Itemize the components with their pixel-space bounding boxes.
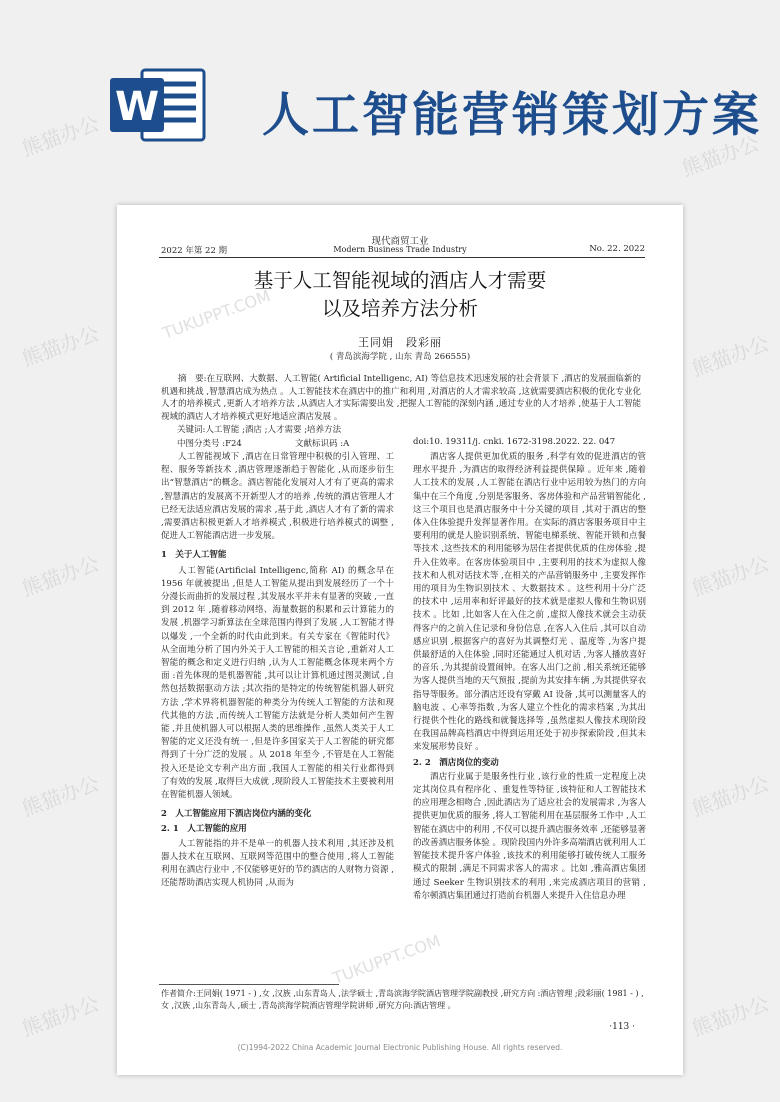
keywords: 关键词:人工智能 ;酒店 ;人才需要 ;培养方法 — [177, 425, 342, 435]
article-title — [117, 267, 683, 323]
section-1-heading: 1 关于人工智能 — [161, 550, 227, 561]
header-rule — [159, 257, 645, 258]
section-2-heading: 2 人工智能应用下酒店岗位内涵的变化 — [161, 809, 312, 820]
watermark: 熊猫办公 — [688, 770, 773, 821]
intro-paragraph: 人工智能视域下 ,酒店在日常管理中积极的引入管理、工程、服务等新技术 ,酒店管理逐渐趋于智能化 ,从而逐步衍生出“智慧酒店”的概念。酒店智能化发展对人才有了更高的需求 ,智慧酒店的发展离不开新型人才的培养 ,传统的酒店管理人才已经无法适应酒店发展的需求 ,基于此 ,酒店人才有了新的需求 ,需要酒店积极更新人才培养模式 ,积极进行培养模式的调整 ,促进人工智能酒店进一步发展。 — [161, 452, 394, 542]
watermark: 熊猫办公 — [18, 110, 103, 161]
section-2-1-paragraph: 人工智能指的并不是单一的机器人技术利用 ,其还涉及机器人技术在互联网、互联网等范围中的整合使用 ,将人工智能利用在酒店行业中 ,不仅能够更好的节约酒店的人财物力资源 ,还能帮助酒店实现人机协同 ,从而为 — [161, 838, 394, 889]
watermark: 熊猫办公 — [688, 990, 773, 1041]
issue-left: 2022 年第 22 期 — [161, 246, 228, 256]
paper-page — [117, 205, 683, 1075]
document-code: 文献标识码 :A — [295, 439, 350, 449]
section-1-paragraph: 人工智能(Artificial Intelligenc,简称 AI) 的概念早在 1956 年就被提出 ,但是人工智能从提出到发展经历了一个十分漫长而曲折的发展过程 ,其发展水平并未有显著的突破 ,一直到 2012 年 ,随着移动网络、海量数据的积累和云计算能力的发展 ,机器学习新算法在全球范围内得到了发展 ,人工智能才得以爆发 ,一个全新的时代由此到来。有关专家在《智能时代》从全面地分析了国内外关于人工智能的相关言论 ,重新对人工智能的概念和定义进行归纳 ,认为人工智能概念体现来两个方面 :首先体现的是机器智能 ,其可以让计算机通过图灵测试 ,自然包括数据驱动方法 ;其次指的是特定的传统智能机器人研究方法 ,学术界将机器智能的种类分为传统人工智能的方法和现代其他的方法 ,而传统人工智能方法就是分析人类如何产生智能 ,并且使机器人可以根据人类的思维操作 ,虽然人类关于人工智能的定义还没有统一 ,但是许多国家关于人工智能的研究都得到了十分广泛的发展 。从 2018 年至今 ,不管是在人工智能投入还是论文专利产出方面 ,我国人工智能的相关行业都得到了有效的发展 ,取得巨大成就 ,现阶段人工智能技术主要被利用在智能机器人领域。 — [161, 565, 394, 801]
banner — [0, 0, 780, 190]
doi: doi:10. 19311/j. cnki. 1672-3198.2022. 22. 047 — [413, 437, 616, 447]
watermark: 熊猫办公 — [678, 130, 763, 181]
author-footnote: 作者简介:王同娟( 1971 - ) ,女 ,汉族 ,山东青岛人 ,法学硕士 ,青岛滨海学院酒店管理学院副教授 ,研究方向 :酒店管理 ;段彩丽( 1981 - ) ,女 ,汉族 ,山东青岛人 ,硕士 ,青岛滨海学院酒店管理学院讲师 ,研究方向:酒店管理 。 — [161, 989, 644, 1010]
abstract: 摘 要:在互联网、大数据、人工智能( Artificial Intelligenc, AI) 等信息技术迅速发展的社会背景下 ,酒店的发展面临新的机遇和挑战 ,智慧酒店成为热点 。人工智能技术在酒店中的推广和利用 ,对酒店的人才需求较高 ,这就需要酒店积极的优化专业化人才的培养模式 ,更新人才培养方法 ,从酒店人才实际需要出发 ,把握人工智能的深刻内涵 ,通过专业的人才培养 ,使基于人工智能视域的酒店人才培养模式更好地适应酒店发展 。 — [161, 374, 641, 422]
watermark-url: TUKUPPT.COM — [330, 931, 443, 988]
watermark: 熊猫办公 — [18, 550, 103, 601]
authors: 王同娟 段彩丽 — [358, 336, 442, 349]
watermark: 熊猫办公 — [18, 770, 103, 821]
word-logo-letter: W — [114, 84, 160, 130]
journal-name-cn: 现代商贸工业 — [371, 236, 429, 247]
word-document-icon — [108, 66, 208, 144]
title-line-2: 以及培养方法分析 — [321, 297, 478, 320]
journal-name-en: Modern Business Trade Industry — [333, 245, 467, 254]
classification-number: 中图分类号 :F24 — [177, 439, 242, 449]
page-number: ·113 · — [609, 1022, 635, 1032]
footnote-rule — [159, 984, 339, 985]
right-column — [413, 451, 646, 903]
affiliation: ( 青岛滨海学院 , 山东 青岛 266555) — [329, 352, 471, 362]
title-line-1: 基于人工智能视域的酒店人才需要 — [253, 269, 547, 292]
section-2-2-paragraph: 酒店行业属于是服务性行业 ,该行业的性质一定程度上决定其岗位具有程序化 、重复性等特征 ,该特征和人工智能技术的应用理念相吻合 ,因此酒店为了适应社会的发展需求 ,为客人提供更加优质的服务 ,将人工智能利用在基层服务工作中 ,人工智能在酒店中的利用 ,不仅可以提升酒店服务效率 ,还能够显著的改善酒店服务体验 。现阶段国内外许多高端酒店就利用人工智能技术提升客户体验 ,该技术的利用能够打破传统人工服务模式的限制 ,满足不同需求客人的需求 。比如 ,雅高酒店集团通过 Seeker 生物识别技术的利用 ,来完成酒店项目的营销 ,希尔顿酒店集团通过打造前台机器人来提升入住信息办理 — [413, 771, 646, 901]
watermark: 熊猫办公 — [688, 330, 773, 381]
banner-title: 人工智能营销策划方案 — [262, 88, 762, 143]
watermark-url: TUKUPPT.COM — [160, 286, 273, 343]
copyright-line: (C)1994-2022 China Academic Journal Electronic Publishing House. All rights reserved. — [237, 1043, 563, 1052]
section-2-2-heading: 2. 2 酒店岗位的变动 — [413, 757, 499, 768]
section-2-1-continued: 酒店客人提供更加优质的服务 ,科学有效的促进酒店的管理水平提升 ,为酒店的取得经济利益提供保障 。近年来 ,随着人工技术的发展 ,人工智能在酒店行业中运用较为热门的方向集中在三个角度 ,分别是客服务、客房体验和产品营销智能化 ,这三个项目也是酒店服务中十分关键的项目 ,其对于酒店的整体入住体验提升发挥显著作用。在实际的酒店客服务项目中主要利用的就是人脸识别系统、智能电梯系统、智能开锁和点餐等技术 ,这些技术的利用能够为居住者提供优质的住房体验 ,提升入住效率。在客房体验项目中 ,主要利用的技术为虚拟人像技术和人机对话技术等 ,在相关的产品营销服务中 ,主要发挥作用的项目为生物识别技术 、大数据技术 。这些利用十分广泛的技术中 ,运用率和好评最好的技术就是虚拟人像和生物识别技术 。比如 ,比如客人在入住之前 ,虚拟人像技术就会主动获得客户的之前入住记录和身份信息 ,在客人入住后 ,其可以自动感应识别 ,根据客户的喜好为其调整灯光 、温度等 ,为客户提供最舒适的入住体验 ,同时还能通过人机对话 ,为客人播放喜好的音乐 ,为其提前设置闹钟。在客人出门之前 ,相关系统还能够为客人提供当地的天气预报 ,提前为其安排车辆 ,为其提供穿衣指导等服务。部分酒店还设有穿戴 AI 设备 ,其可以测量客人的脑电波 、心率等指数 ,为客人建立个性化的需求档案 ,为其出行提供个性化的路线和就餐选择等 ,虽然虚拟人像技术现阶段在我国品牌高档酒店中得到运用还处于初步探索阶段 ,但其未来发展形势良好 。 — [413, 452, 646, 753]
watermark: 熊猫办公 — [688, 550, 773, 601]
watermark: 熊猫办公 — [18, 320, 103, 371]
left-column — [161, 451, 394, 891]
section-2-1-heading: 2. 1 人工智能的应用 — [161, 824, 247, 835]
watermark: 熊猫办公 — [18, 990, 103, 1041]
issue-right: No. 22. 2022 — [589, 244, 645, 254]
